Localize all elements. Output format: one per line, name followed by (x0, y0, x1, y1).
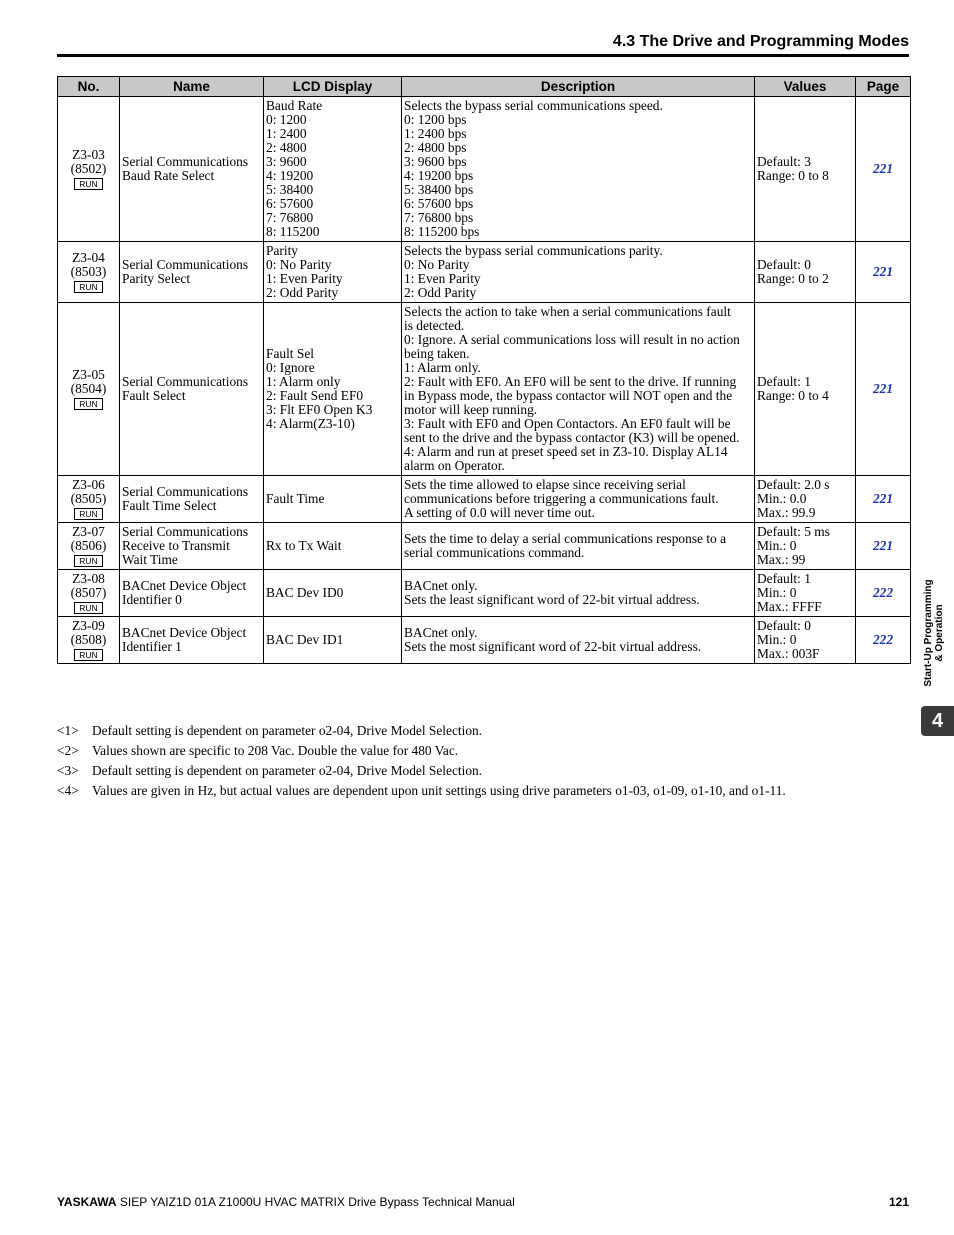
footnotes (57, 721, 786, 801)
parameter-number: Z3-08 (8507) (70, 571, 107, 600)
parameter-number: Z3-05 (8504) (70, 367, 107, 396)
table-row (58, 97, 911, 242)
lcd-display: Rx to Tx Wait (264, 523, 402, 570)
values: Default: 3 Range: 0 to 8 (755, 97, 856, 242)
parameter-name: Serial Communications Fault Select (120, 303, 264, 476)
footer-brand: YASKAWA (57, 1195, 117, 1209)
column-header-name: Name (120, 77, 264, 97)
description: Selects the action to take when a serial communications fault is detected. 0: Ignore. A serial communications loss will result in no action being taken. 1: Alarm only. 2: Fault with EF0. An EF0 will be sent to the drive. If running in Bypass mode, the bypass contactor will NOT open and the motor will keep running. 3: Fault with EF0 and Open Contactors. An EF0 fault will be sent to the drive and the bypass contactor (K3) will be opened. 4: Alarm and run at preset speed set in Z3-10. Display AL14 alarm on Operator. (402, 303, 755, 476)
run-badge: RUN (74, 555, 102, 567)
parameter-name: Serial Communications Baud Rate Select (120, 97, 264, 242)
parameter-number: Z3-03 (8502) (70, 147, 107, 176)
page-link[interactable]: 221 (856, 303, 911, 476)
run-badge: RUN (74, 602, 102, 614)
lcd-display: Baud Rate 0: 1200 1: 2400 2: 4800 3: 9600 4: 19200 5: 38400 6: 57600 7: 76800 8: 115200 (264, 97, 402, 242)
parameter-number: Z3-07 (8506) (70, 524, 107, 553)
footnote (57, 781, 786, 801)
values: Default: 5 ms Min.: 0 Max.: 99 (755, 523, 856, 570)
page-link[interactable]: 222 (856, 617, 911, 664)
parameter-number: Z3-09 (8508) (70, 618, 107, 647)
parameter-number-cell (58, 97, 120, 242)
run-badge: RUN (74, 649, 102, 661)
column-header-no: No. (58, 77, 120, 97)
table-row (58, 570, 911, 617)
header-rule (57, 54, 909, 57)
run-badge: RUN (74, 398, 102, 410)
table-row (58, 303, 911, 476)
footnote-tag: <1> (57, 723, 79, 738)
values: Default: 0 Range: 0 to 2 (755, 242, 856, 303)
chapter-tab: 4 (921, 706, 954, 736)
table-row (58, 476, 911, 523)
description: Sets the time allowed to elapse since receiving serial communications before triggering a communications fault. A setting of 0.0 will never time out. (402, 476, 755, 523)
values: Default: 0 Min.: 0 Max.: 003F (755, 617, 856, 664)
parameter-number: Z3-06 (8505) (70, 477, 107, 506)
lcd-display: Parity 0: No Parity 1: Even Parity 2: Odd Parity (264, 242, 402, 303)
lcd-display: Fault Time (264, 476, 402, 523)
footnote-tag: <3> (57, 763, 79, 778)
footer (57, 1195, 515, 1209)
footnote-text: Default setting is dependent on parameter o2-04, Drive Model Selection. (92, 723, 483, 738)
footnote (57, 741, 786, 761)
description: Selects the bypass serial communications speed. 0: 1200 bps 1: 2400 bps 2: 4800 bps 3: 9600 bps 4: 19200 bps 5: 38400 bps 6: 57600 bps 7: 76800 bps 8: 115200 bps (402, 97, 755, 242)
table-row (58, 242, 911, 303)
parameter-number-cell (58, 242, 120, 303)
description: Selects the bypass serial communications parity. 0: No Parity 1: Even Parity 2: Odd Parity (402, 242, 755, 303)
parameter-name: Serial Communications Parity Select (120, 242, 264, 303)
description: BACnet only. Sets the most significant word of 22-bit virtual address. (402, 617, 755, 664)
parameter-number-cell (58, 570, 120, 617)
parameter-number-cell (58, 303, 120, 476)
run-badge: RUN (74, 178, 102, 190)
description: Sets the time to delay a serial communications response to a serial communications command. (402, 523, 755, 570)
parameter-name: BACnet Device Object Identifier 0 (120, 570, 264, 617)
footnote-text: Values are given in Hz, but actual values are dependent upon unit settings using drive parameters o1-03, o1-09, o1-10, and o1-11. (92, 783, 786, 798)
values: Default: 1 Range: 0 to 4 (755, 303, 856, 476)
page-number: 121 (888, 1195, 909, 1209)
table-header-row (58, 77, 911, 97)
footnote-tag: <4> (57, 783, 79, 798)
parameter-number-cell (58, 476, 120, 523)
parameter-name: BACnet Device Object Identifier 1 (120, 617, 264, 664)
description: BACnet only. Sets the least significant word of 22-bit virtual address. (402, 570, 755, 617)
footnote-tag: <2> (57, 743, 79, 758)
parameter-number-cell (58, 617, 120, 664)
parameter-name: Serial Communications Fault Time Select (120, 476, 264, 523)
column-header-description: Description (402, 77, 755, 97)
page-link[interactable]: 221 (856, 242, 911, 303)
values: Default: 2.0 s Min.: 0.0 Max.: 99.9 (755, 476, 856, 523)
page-link[interactable]: 222 (856, 570, 911, 617)
run-badge: RUN (74, 281, 102, 293)
page-link[interactable]: 221 (856, 476, 911, 523)
section-title: 4.3 The Drive and Programming Modes (612, 33, 909, 50)
column-header-values: Values (755, 77, 856, 97)
parameter-table (57, 76, 911, 664)
page-link[interactable]: 221 (856, 523, 911, 570)
lcd-display: Fault Sel 0: Ignore 1: Alarm only 2: Fault Send EF0 3: Flt EF0 Open K3 4: Alarm(Z3-10) (264, 303, 402, 476)
lcd-display: BAC Dev ID1 (264, 617, 402, 664)
page-link[interactable]: 221 (856, 97, 911, 242)
footnote (57, 721, 786, 741)
footnote-text: Values shown are specific to 208 Vac. Double the value for 480 Vac. (92, 743, 459, 758)
lcd-display: BAC Dev ID0 (264, 570, 402, 617)
run-badge: RUN (74, 508, 102, 520)
column-header-lcd-display: LCD Display (264, 77, 402, 97)
footnote-text: Default setting is dependent on parameter o2-04, Drive Model Selection. (92, 763, 483, 778)
parameter-number-cell (58, 523, 120, 570)
parameter-name: Serial Communications Receive to Transmit Wait Time (120, 523, 264, 570)
chapter-side-label (920, 570, 948, 695)
table-row (58, 523, 911, 570)
table-row (58, 617, 911, 664)
footnote (57, 761, 786, 781)
parameter-number: Z3-04 (8503) (70, 250, 107, 279)
values: Default: 1 Min.: 0 Max.: FFFF (755, 570, 856, 617)
footer-text: SIEP YAIZ1D 01A Z1000U HVAC MATRIX Drive Bypass Technical Manual (116, 1195, 515, 1209)
column-header-page: Page (856, 77, 911, 97)
chapter-side-label-text: Start-Up Programming & Operation (923, 578, 945, 687)
